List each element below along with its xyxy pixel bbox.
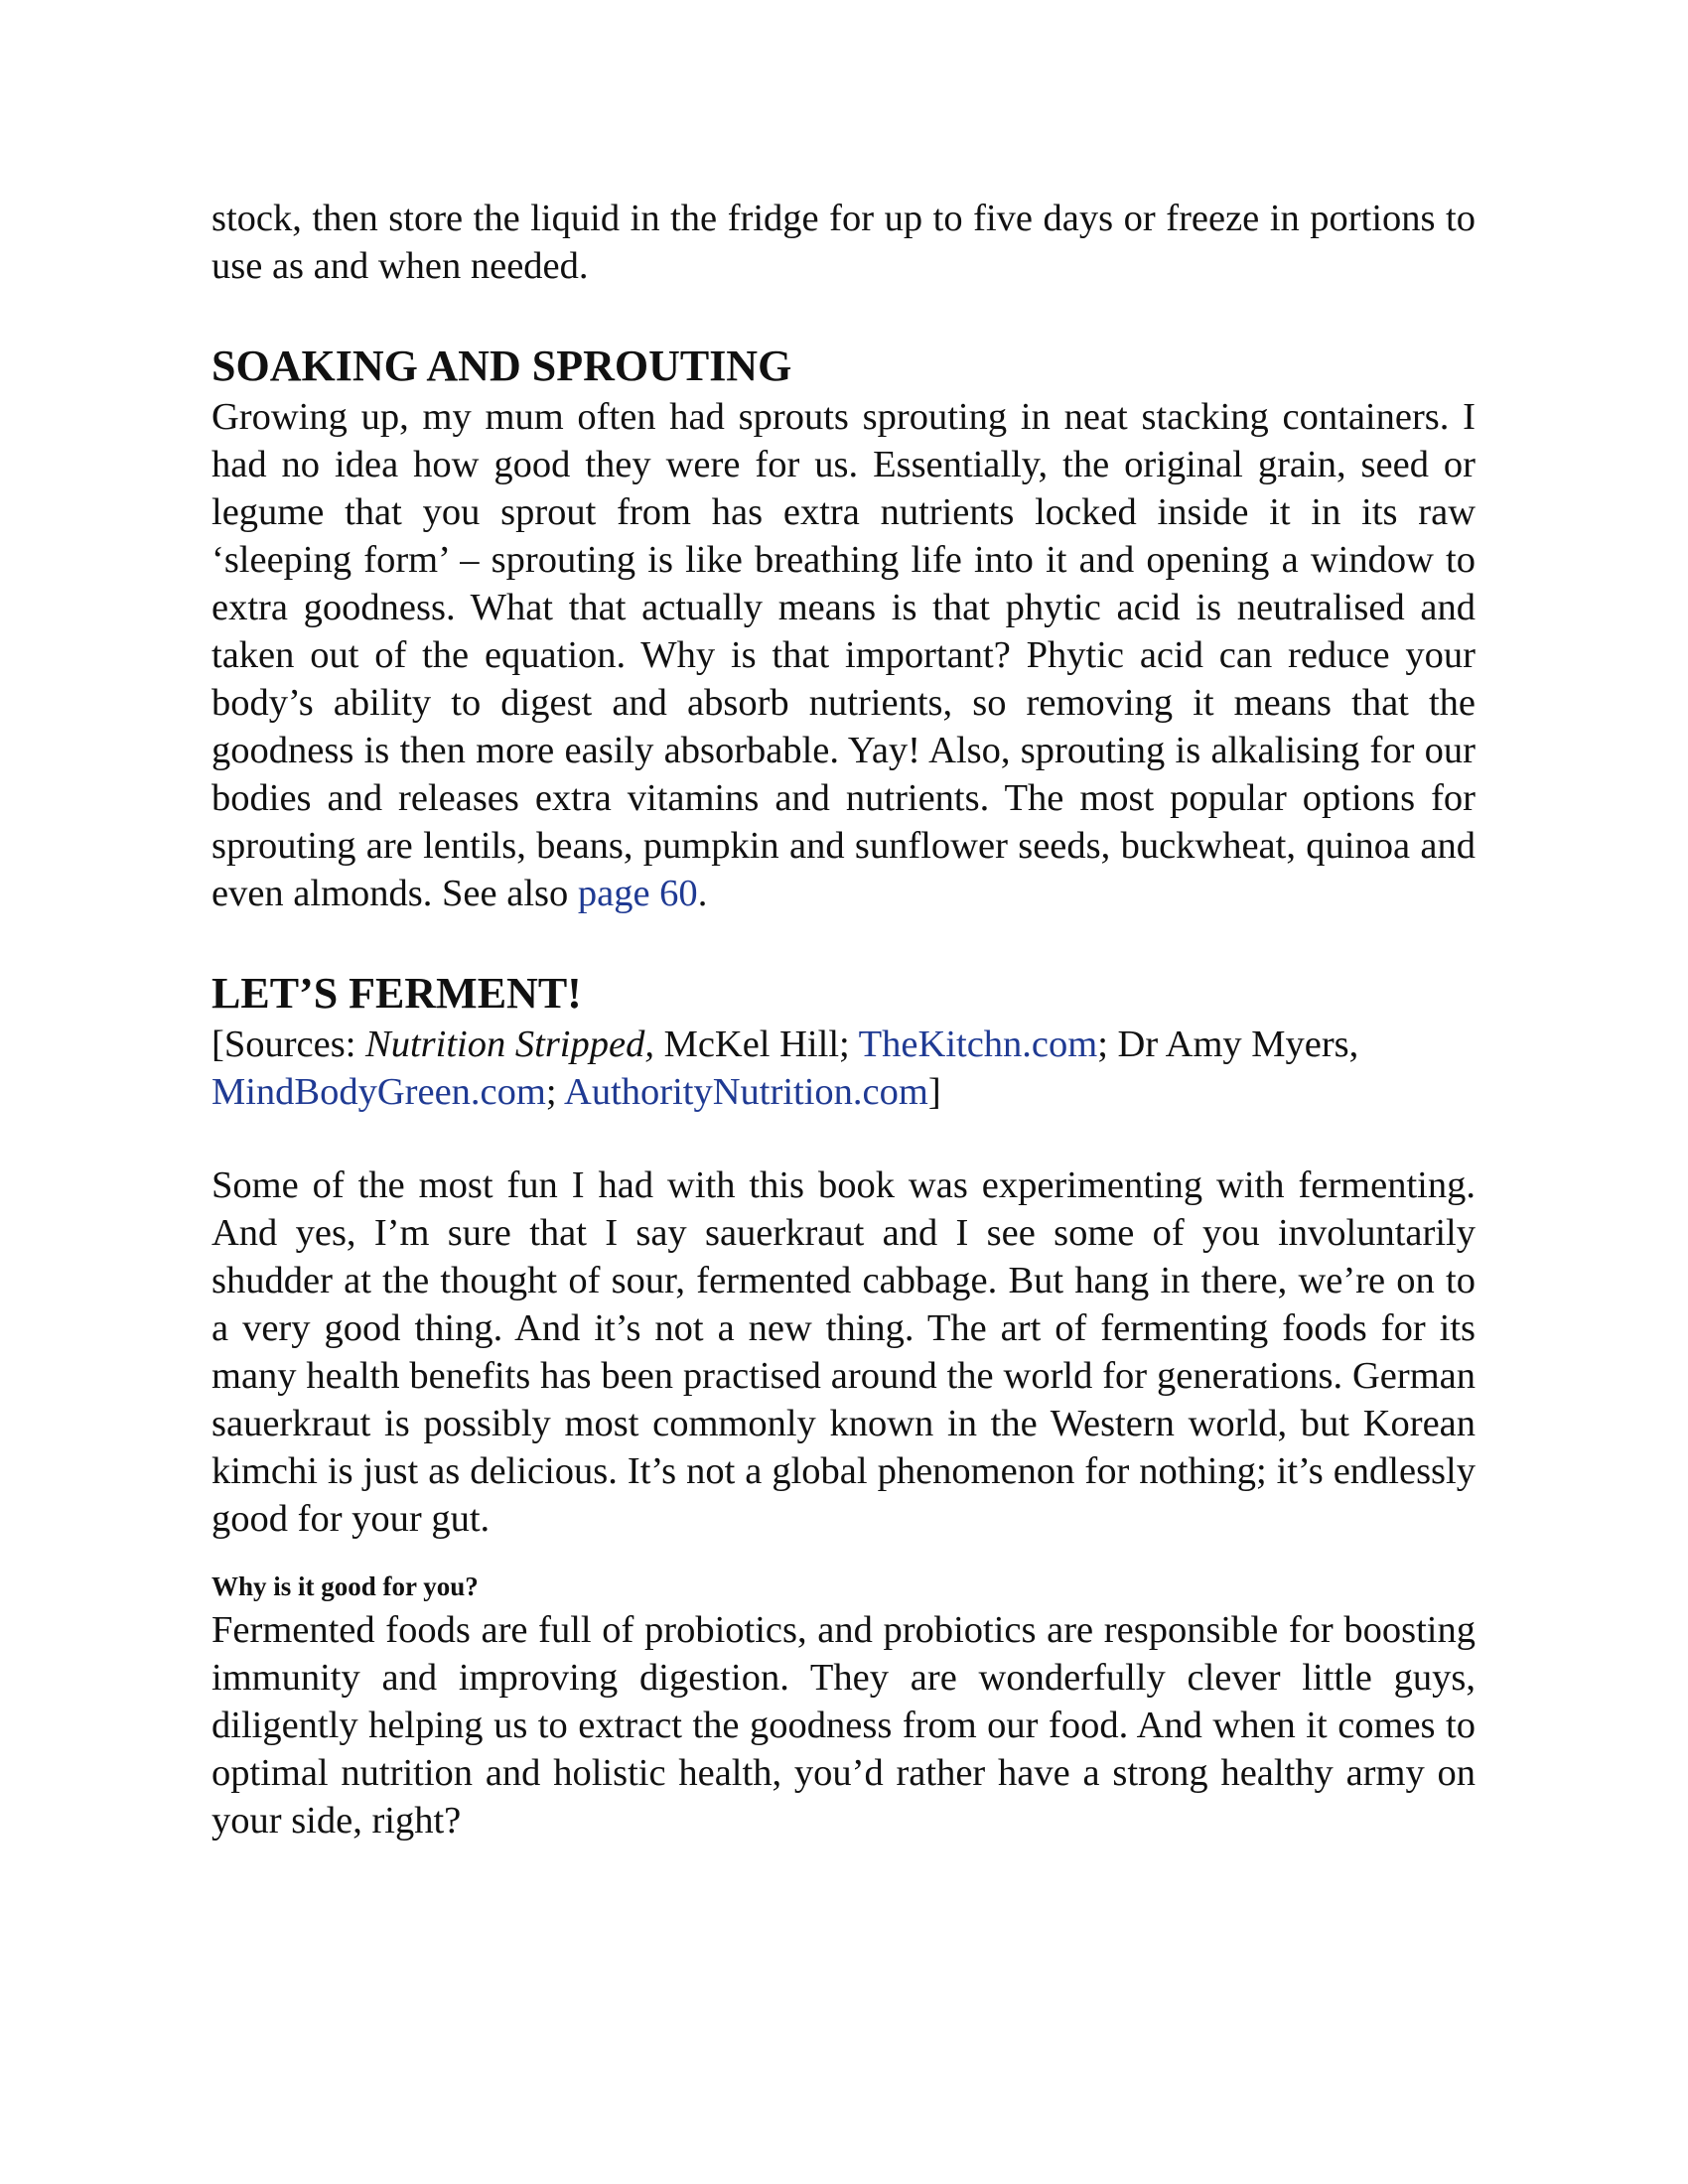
subheading-why-good: Why is it good for you? <box>211 1571 479 1601</box>
mindbodygreen-link[interactable]: MindBodyGreen.com <box>211 1071 546 1113</box>
sources-author: McKel Hill; <box>653 1024 859 1065</box>
thekitchn-link[interactable]: TheKitchn.com <box>858 1024 1098 1065</box>
soaking-body-text: Growing up, my mum often had sprouts sprouting in neat stacking containers. I had no idea how good they were for us. Essentially, the original grain, seed or legume that you sprout from has extra nutrients locked inside it in its raw ‘sleeping form’ – sprouting is like breathing life into it and opening a window to extra goodness. What that actually means is that phytic acid is neutralised and taken out of the equation. Why is that important? Phytic acid can reduce your body’s ability to digest and absorb nutrients, so removing it means that the goodness is then more easily absorbable. Yay! Also, sprouting is alkalising for our bodies and releases extra vitamins and nutrients. The most popular options for sprouting are lentils, beans, pumpkin and sunflower seeds, buckwheat, quinoa and even almonds. See also <box>211 396 1476 914</box>
section-heading-ferment: LET’S FERMENT! <box>211 969 582 1018</box>
soaking-end-text: . <box>697 873 708 914</box>
sources-mid: ; Dr Amy Myers, <box>1097 1024 1359 1065</box>
probiotics-paragraph: Fermented foods are full of probiotics, and probiotics are responsible for boosting immunity and improving digestion. They are wonderfully clever little guys, diligently helping us to extract the goodness from our food. And when it comes to optimal nutrition and holistic health, you’d rather have a strong healthy army on your side, right? <box>211 1609 1476 1842</box>
page-content <box>211 195 1476 1844</box>
sources-book-title: Nutrition Stripped, <box>365 1024 654 1065</box>
sources-suffix: ] <box>927 1071 941 1113</box>
authoritynutrition-link[interactable]: AuthorityNutrition.com <box>564 1071 928 1113</box>
section-heading-soaking: SOAKING AND SPROUTING <box>211 341 792 390</box>
page-60-link[interactable]: page 60 <box>577 873 698 914</box>
sources-separator: ; <box>545 1071 565 1113</box>
sources-prefix: [Sources: <box>211 1024 366 1065</box>
ferment-paragraph: Some of the most fun I had with this book was experimenting with fermenting. And yes, I’m sure that I say sauerkraut and I see some of you involuntarily shudder at the thought of sour, fermented cabbage. But hang in there, we’re on to a very good thing. And it’s not a new thing. The art of fermenting foods for its many health benefits has been practised around the world for generations. German sauerkraut is possibly most commonly known in the Western world, but Korean kimchi is just as delicious. It’s not a global phenomenon for nothing; it’s endlessly good for your gut. <box>211 1164 1476 1540</box>
intro-paragraph: stock, then store the liquid in the fridge for up to five days or freeze in portions to use as and when needed. <box>211 198 1476 287</box>
soaking-paragraph <box>211 393 1476 917</box>
sources-line <box>211 1021 1476 1116</box>
